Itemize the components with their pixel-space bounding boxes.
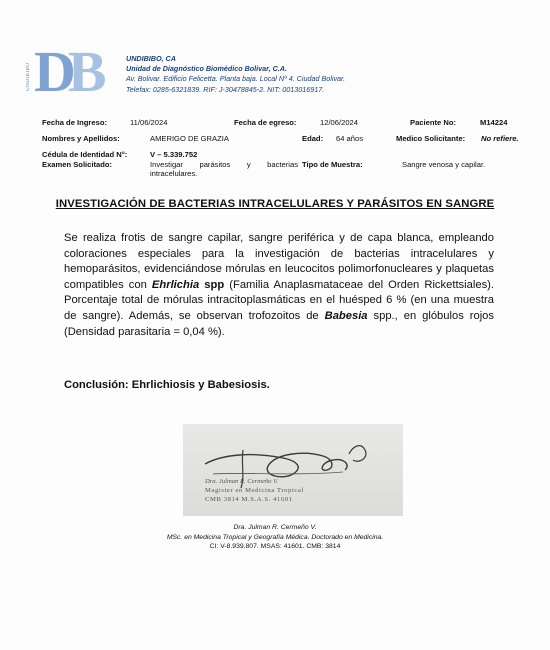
cedula-value: V – 5.339.752 xyxy=(150,150,198,159)
edad-value: 64 años xyxy=(336,134,364,143)
doctor-degrees: MSc. en Medicina Tropical y Geografía Médica. Doctorado en Medicina. xyxy=(166,533,384,541)
nombre-label: Nombres y Apellidos: xyxy=(42,134,120,143)
fecha-ingreso-value: 11/06/2024 xyxy=(130,118,168,127)
spp-term: spp xyxy=(199,278,225,291)
report-title: INVESTIGACIÓN DE BACTERIAS INTRACELULARES Y PARÁSITOS EN SANGRE xyxy=(55,198,495,210)
org-address: Av. Bolivar. Edificio Felicetta. Planta baja. Local Nº 4. Ciudad Bolivar. xyxy=(126,74,346,84)
logo-side-text: UNDIBIBO xyxy=(26,62,31,92)
nombre-value: AMERIGO DE GRAZIA xyxy=(150,134,229,143)
report-text-part1: Se realiza frotis de sangre capilar, sangre periférica y de capa blanca, empleando coloraciones especiales para la investigación de bacterias intracelulares y hemoparásitos, evidenciándose mórulas en leucocitos polimorfonucleares y plaquetas compatibles con xyxy=(64,232,494,291)
stamp-name: Dra. Julman R. Cermeño V. xyxy=(205,478,278,485)
org-unit: Unidad de Diagnóstico Biomédico Bolivar, C.A. xyxy=(126,64,287,74)
cedula-label: Cédula de Identidad N°: xyxy=(42,150,128,159)
examen-value: Investigar parásitos y bacterias intracelulares. xyxy=(150,160,298,178)
muestra-label: Tipo de Muestra: xyxy=(302,160,363,169)
edad-label: Edad: xyxy=(302,134,324,143)
org-name: UNDIBIBO, CA xyxy=(126,54,176,63)
muestra-value: Sangre venosa y capilar. xyxy=(402,160,486,169)
signature-credits xyxy=(0,523,550,552)
logo-letter-d: D xyxy=(34,39,68,104)
ehrlichia-term: Ehrlichia xyxy=(151,278,200,291)
org-contact: Telefax: 0285-6321839. RIF: J-30478845-2. NIT: 0013016917. xyxy=(126,84,325,94)
doctor-name: Dra. Julman R. Cermeño V. xyxy=(233,524,317,531)
doctor-stamp xyxy=(205,477,304,504)
doctor-ids: CI: V-8.939.807. MSAS: 41601. CMB: 3814 xyxy=(209,543,341,551)
report-body xyxy=(64,231,494,340)
stamp-ids: CMB 3814 M.S.A.S. 41601 xyxy=(205,496,293,503)
stamp-title: Magister en Medicina Tropical xyxy=(205,487,304,494)
conclusion: Conclusión: Ehrlichiosis y Babesiosis. xyxy=(64,379,270,391)
report-text-part2: (Familia Anaplasmataceae del Orden Rickettsiales). Porcentaje total de mórulas intracitoplasmáticas en el huésped 6 % (en una muestra de sangre). Además, se observan trofozoitos de xyxy=(64,278,494,322)
paciente-no-value: M14224 xyxy=(480,118,508,127)
babesia-term: Babesia xyxy=(324,309,368,322)
report-text-part3: spp., en glóbulos rojos (Densidad parasitaria = 0,04 %). xyxy=(64,309,494,338)
fecha-egreso-label: Fecha de egreso: xyxy=(234,118,297,127)
logo-letters xyxy=(34,39,99,104)
organization-header xyxy=(126,54,345,95)
company-logo xyxy=(26,39,118,104)
fecha-egreso-value: 12/06/2024 xyxy=(320,118,359,127)
logo-letter-b: B xyxy=(67,39,99,104)
paciente-no-label: Paciente No: xyxy=(410,118,456,127)
medico-label: Medico Solicitante: xyxy=(396,134,466,143)
medico-value: No refiere. xyxy=(481,134,519,143)
examen-label: Examen Solicitado: xyxy=(42,160,113,169)
fecha-ingreso-label: Fecha de Ingreso: xyxy=(42,118,107,127)
